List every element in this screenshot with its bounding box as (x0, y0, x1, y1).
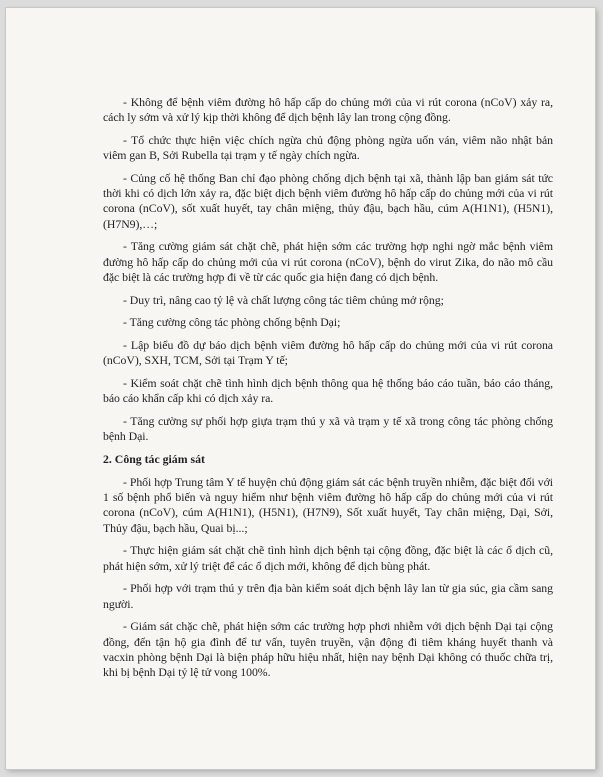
paragraph: - Duy trì, nâng cao tỷ lệ và chất lượng công tác tiêm chủng mở rộng; (123, 292, 444, 307)
paragraph: - Phối hợp với trạm thú y trên địa bàn kiểm soát dịch bệnh lây lan từ gia súc, gia cầm sang người. (103, 581, 553, 611)
paragraph: - Lập biểu đồ dự báo dịch bệnh viêm đường hô hấp cấp do chủng mới của vi rút corona (nCoV), SXH, TCM, Sởi tại Trạm Y tế; (103, 338, 553, 368)
paragraph: - Tăng cường công tác phòng chống bệnh Dại; (123, 315, 341, 330)
paragraph: - Tăng cường giám sát chặt chẽ, phát hiện sớm các trường hợp nghi ngờ mắc bệnh viêm đường hô hấp cấp do chủng mới của vi rút corona (nCoV), bệnh do virut Zika, do não mô cầu đặc biệt là các trường hợp đi về từ các quốc gia hiện đang có dịch bệnh. (103, 239, 553, 284)
paragraph: - Giám sát chặc chẽ, phát hiện sớm các trường hợp phơi nhiễm với dịch bệnh Dại tại cộng đồng, đến tận hộ gia đình để tư vấn, tuyên truyền, vận động đi tiêm kháng huyết thanh và vacxin phòng bệnh Dại là biện pháp hữu hiệu nhất, hiện nay bệnh Dại không có thuốc chữa trị, khi bị bệnh Dại tỷ lệ tử vong 100%. (103, 619, 553, 680)
paragraph: - Củng cố hệ thống Ban chỉ đạo phòng chống dịch bệnh tại xã, thành lập ban giám sát tức thời khi có dịch lớn xảy ra, đặc biệt dịch bệnh viêm đường hô hấp cấp do chủng mới của vi rút corona (nCoV), sốt xuất huyết, tay chân miệng, thủy đậu, bạch hầu, cúm A(H1N1), (H5N1), (H7N9),…; (103, 171, 553, 231)
paragraph: - Tăng cường sự phối hợp giựa trạm thú y xã và trạm y tế xã trong công tác phòng chống bệnh Dại. (103, 414, 553, 444)
paragraph: - Không để bệnh viêm đường hô hấp cấp do chủng mới của vi rút corona (nCoV) xảy ra, cách ly sớm và xử lý kịp thời không để dịch bệnh lây lan trong cộng đồng. (103, 95, 553, 125)
paragraph: - Tổ chức thực hiện việc chích ngừa chủ động phòng ngừa uốn ván, viêm não nhật bản viêm gan B, Sởi Rubella tại trạm y tế ngày chích ngừa. (103, 133, 553, 163)
section-heading: 2. Công tác giám sát (103, 452, 205, 467)
paragraph: - Kiểm soát chặt chẽ tình hình dịch bệnh thông qua hệ thống báo cáo tuần, báo cáo tháng, báo cáo khẩn cấp khi có dịch xảy ra. (103, 376, 553, 406)
document-page (6, 8, 595, 769)
paragraph: - Phối hợp Trung tâm Y tế huyện chủ động giám sát các bệnh truyền nhiễm, đặc biệt đối với 1 số bệnh phổ biến và nguy hiểm như bệnh viêm đường hô hấp cấp do chủng mới của vi rút corona (nCoV), cúm A(H1N1), (H5N1), (H7N9), Sốt xuất huyết, Tay chân miệng, Dại, Sởi, Thủy đậu, bạch hầu, Quai bị...; (103, 475, 553, 535)
paragraph: - Thực hiện giám sát chặt chẽ tình hình dịch bệnh tại cộng đồng, đặc biệt là các ổ dịch cũ, phát hiện sớm, xử lý triệt để các ổ dịch mới, không để dịch bùng phát. (103, 543, 553, 573)
